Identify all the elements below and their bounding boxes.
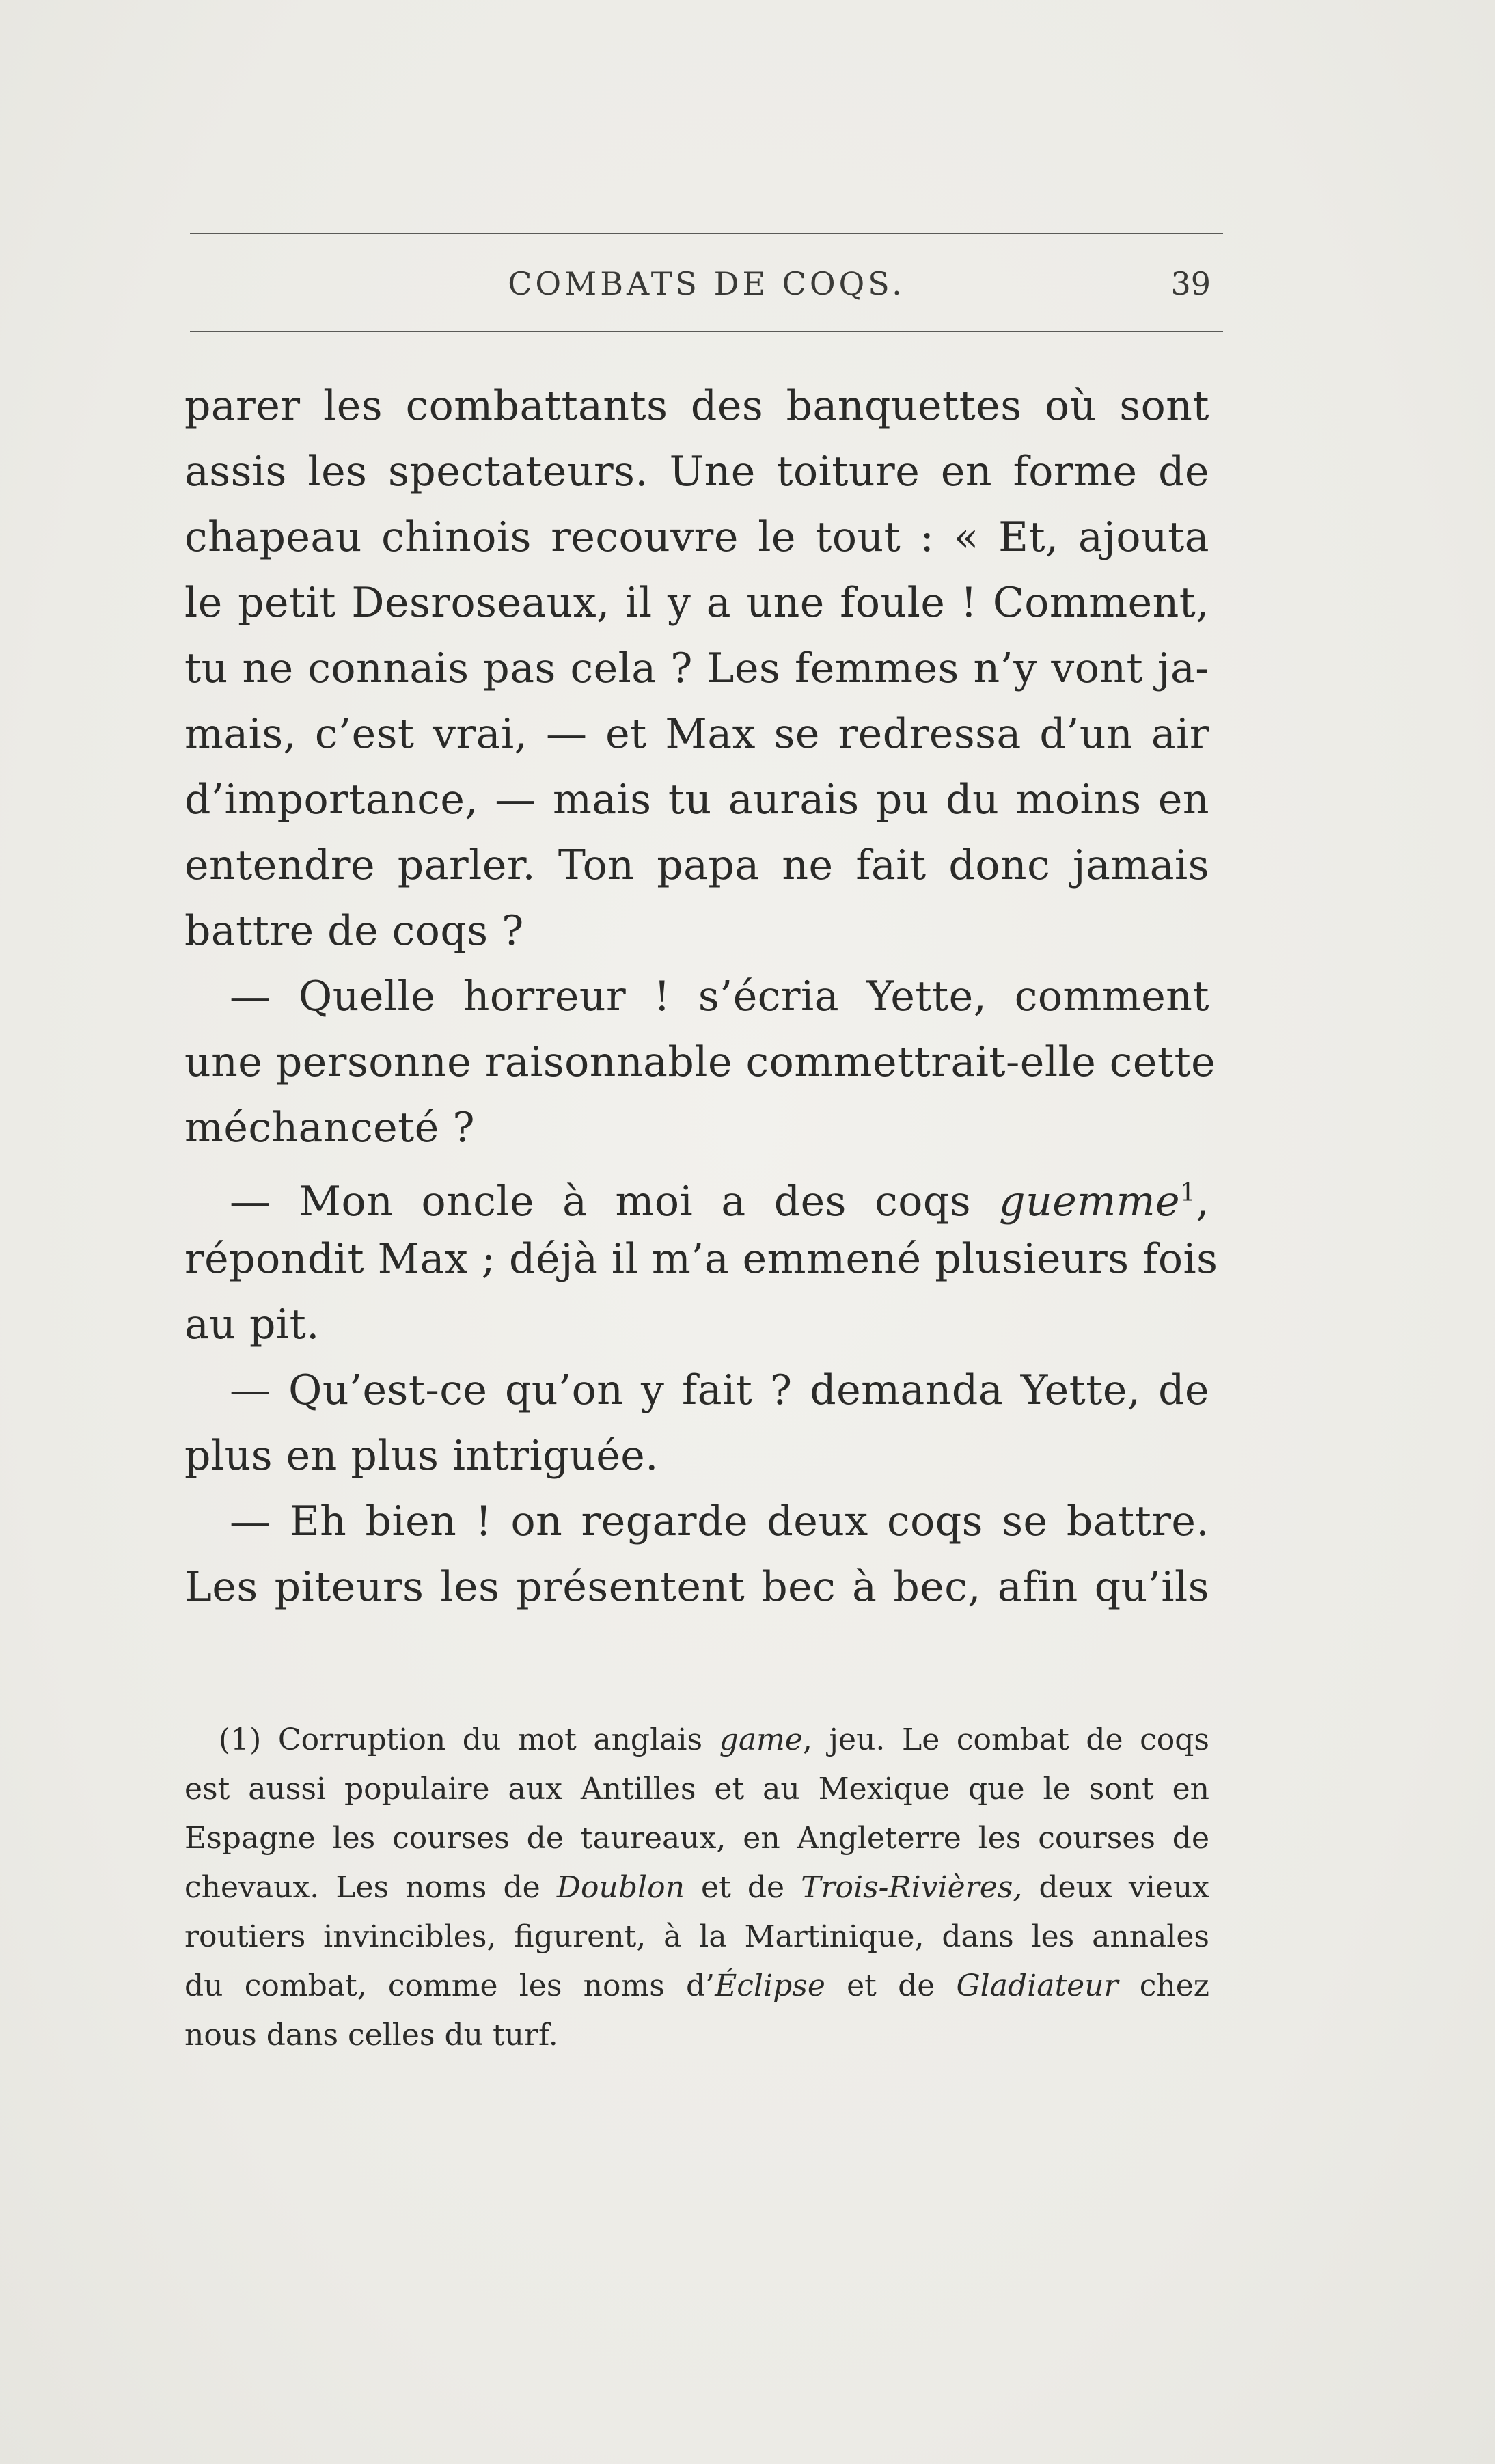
- text-segment: deux vieux: [1039, 1870, 1209, 1905]
- text-segment: — Mon oncle à moi a des coqs: [230, 1178, 972, 1226]
- text-line: Les piteurs les présentent bec à bec, afin qu’ils: [184, 1563, 1209, 1611]
- text-line: battre de coqs ?: [184, 907, 524, 955]
- text-segment: , jeu. Le combat de coqs: [802, 1722, 1210, 1757]
- footnote-line: nous dans celles du turf.: [184, 2018, 558, 2053]
- text-line: le petit Desroseaux, il y a une foule ! Comment,: [184, 579, 1209, 627]
- text-line: chapeau chinois recouvre le tout : « Et, ajouta: [184, 513, 1209, 561]
- text-segment: ,: [1196, 1178, 1209, 1226]
- footnote-line: [184, 1716, 1209, 1765]
- running-head: [190, 265, 1223, 306]
- header-rule-top: [190, 233, 1223, 234]
- body-text: [184, 373, 1218, 1620]
- text-line: [184, 1161, 1209, 1226]
- page-number: 39: [1170, 265, 1211, 302]
- footnote-line: est aussi populaire aux Antilles et au Mexique que le sont en: [184, 1772, 1209, 1806]
- text-line: — Eh bien ! on regarde deux coqs se battre.: [230, 1498, 1209, 1545]
- text-segment: chez: [1139, 1968, 1209, 2003]
- text-line: mais, c’est vrai, — et Max se redressa d’un air: [184, 710, 1209, 758]
- text-line: entendre parler. Ton papa ne fait donc jamais: [184, 841, 1209, 889]
- italic-word: game: [719, 1722, 803, 1757]
- footnotes: [184, 1716, 1209, 2060]
- text-segment: et de: [701, 1870, 785, 1905]
- italic-word: Doublon: [556, 1870, 685, 1905]
- text-line: parer les combattants des banquettes où sont: [184, 382, 1209, 430]
- italic-word: Éclipse: [715, 1968, 825, 2003]
- running-title: COMBATS DE COQS.: [508, 265, 905, 302]
- text-line: méchanceté ?: [184, 1104, 476, 1152]
- text-line: assis les spectateurs. Une toiture en forme de: [184, 448, 1209, 496]
- footnote-line: Espagne les courses de taureaux, en Angleterre les courses de: [184, 1821, 1209, 1856]
- text-line: une personne raisonnable commettrait-elle cette: [184, 1038, 1216, 1086]
- italic-word: Gladiateur: [956, 1968, 1119, 2003]
- header-rule-bottom: [190, 331, 1223, 332]
- text-line: plus en plus intriguée.: [184, 1432, 659, 1480]
- text-segment: du combat, comme les noms d’: [184, 1968, 715, 2003]
- text-line: — Quelle horreur ! s’écria Yette, comment: [230, 973, 1209, 1020]
- italic-word: Trois-Rivières,: [801, 1870, 1023, 1905]
- italic-word: guemme: [999, 1178, 1181, 1226]
- footnote-line: [184, 1962, 1209, 2011]
- text-segment: chevaux. Les noms de: [184, 1870, 540, 1905]
- text-line: — Qu’est-ce qu’on y fait ? demanda Yette, de: [230, 1366, 1209, 1414]
- text-line: répondit Max ; déjà il m’a emmené plusieurs fois: [184, 1235, 1218, 1283]
- text-line: d’importance, — mais tu aurais pu du moins en: [184, 776, 1209, 824]
- text-segment: (1) Corruption du mot anglais: [219, 1722, 703, 1757]
- text-segment: et de: [847, 1968, 935, 2003]
- footnote-line: [184, 1863, 1209, 1912]
- footnote-ref: 1: [1180, 1179, 1196, 1207]
- text-line: tu ne connais pas cela ? Les femmes n’y vont ja-: [184, 645, 1209, 692]
- text-line: au pit.: [184, 1301, 320, 1349]
- footnote-line: routiers invincibles, figurent, à la Martinique, dans les annales: [184, 1919, 1209, 1954]
